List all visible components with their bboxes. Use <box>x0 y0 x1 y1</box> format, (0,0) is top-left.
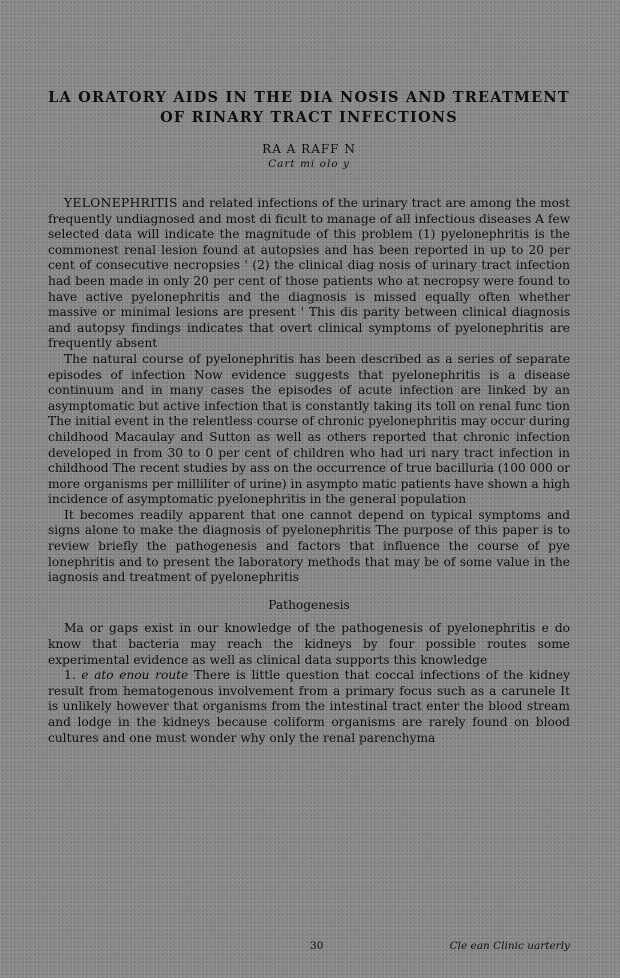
section-heading: Pathogenesis <box>268 597 350 612</box>
journal-name: Cle ean Clinic uarterly <box>449 940 570 952</box>
article-title-line-1: LA ORATORY AIDS IN THE DIA NOSIS AND TREATMENT <box>48 89 570 106</box>
paragraph-intro <box>48 196 570 352</box>
article-body <box>48 196 570 746</box>
paragraph-pathogenesis: Ma or gaps exist in our knowledge of the pathogenesis of pyelonephritis e do know that bacteria may reach the kidneys by four possible routes some experimental evidence as well as clinical data supports this knowledge <box>48 621 570 667</box>
lead-word: YELONEPHRITIS <box>64 196 178 210</box>
paragraph-route-1-text: There is little question that coccal infections of the kidney result from hematogenous involvement from a primary focus such as a carunele It is unlikely however that organisms from the intestinal tract enter the blood stream and lodge in the kidneys because coliform organisms are rarely found on blood cultures and one must wonder why only the renal parenchyma <box>48 668 571 745</box>
route-name: e ato enou route <box>81 668 189 683</box>
paragraph-purpose: It becomes readily apparent that one cannot depend on typical symptoms and signs alone to make the diagnosis of pyelonephritis The purpose of this paper is to review briefly the pathogenesis and factors that influence the course of pye lonephritis and to present the laboratory methods that may be of some value in the iagnosis and treatment of pyelonephritis <box>48 507 570 585</box>
paragraph-intro-text: and related infections of the urinary tract are among the most frequently undiagnosed and most di ficult to manage of all infectious diseases A few selected data will indicate the magnitude of this problem (1) pyelonephritis is the commonest renal lesion found at autopsies and has been reported in up to 20 per cent of consecutive necropsies ' (2) the clinical diag nosis of urinary tract infection had been made in only 20 per cent of those patients who at necropsy were found to have active pyelonephritis and the diagnosis is missed equally often whether massive or minimal lesions are present ' This dis parity between clinical diagnosis and autopsy findings indicates that overt clinical symptoms of pyelonephritis are frequently absent <box>48 196 570 351</box>
page-number: 30 <box>310 940 324 952</box>
article-title <box>48 88 570 128</box>
author-affiliation: Cart mi olo y <box>268 158 350 170</box>
article-page <box>48 88 570 746</box>
paragraph-route-1 <box>48 668 570 746</box>
route-number: 1. <box>64 668 76 683</box>
author-name: RA A RAFF N <box>262 142 356 156</box>
paragraph-natural-course: The natural course of pyelonephritis has been described as a series of separate episodes of infection Now evidence suggests that pyelonephritis is a disease continuum and in many cases the episodes of acute infection are linked by an asymptomatic but active infection that is constantly taking its toll on renal func tion The initial event in the relentless course of chronic pyelonephritis may occur during childhood Macaulay and Sutton as well as others reported that chronic infection developed in from 30 to 0 per cent of children who had uri nary tract infection in childhood The recent studies by ass on the occurrence of true bacilluria (100 000 or more organisms per milliliter of urine) in asympto matic patients have shown a high incidence of asymptomatic pyelonephritis in the general population <box>48 351 570 507</box>
page-footer <box>48 940 570 956</box>
article-title-line-2: OF RINARY TRACT INFECTIONS <box>160 109 458 126</box>
